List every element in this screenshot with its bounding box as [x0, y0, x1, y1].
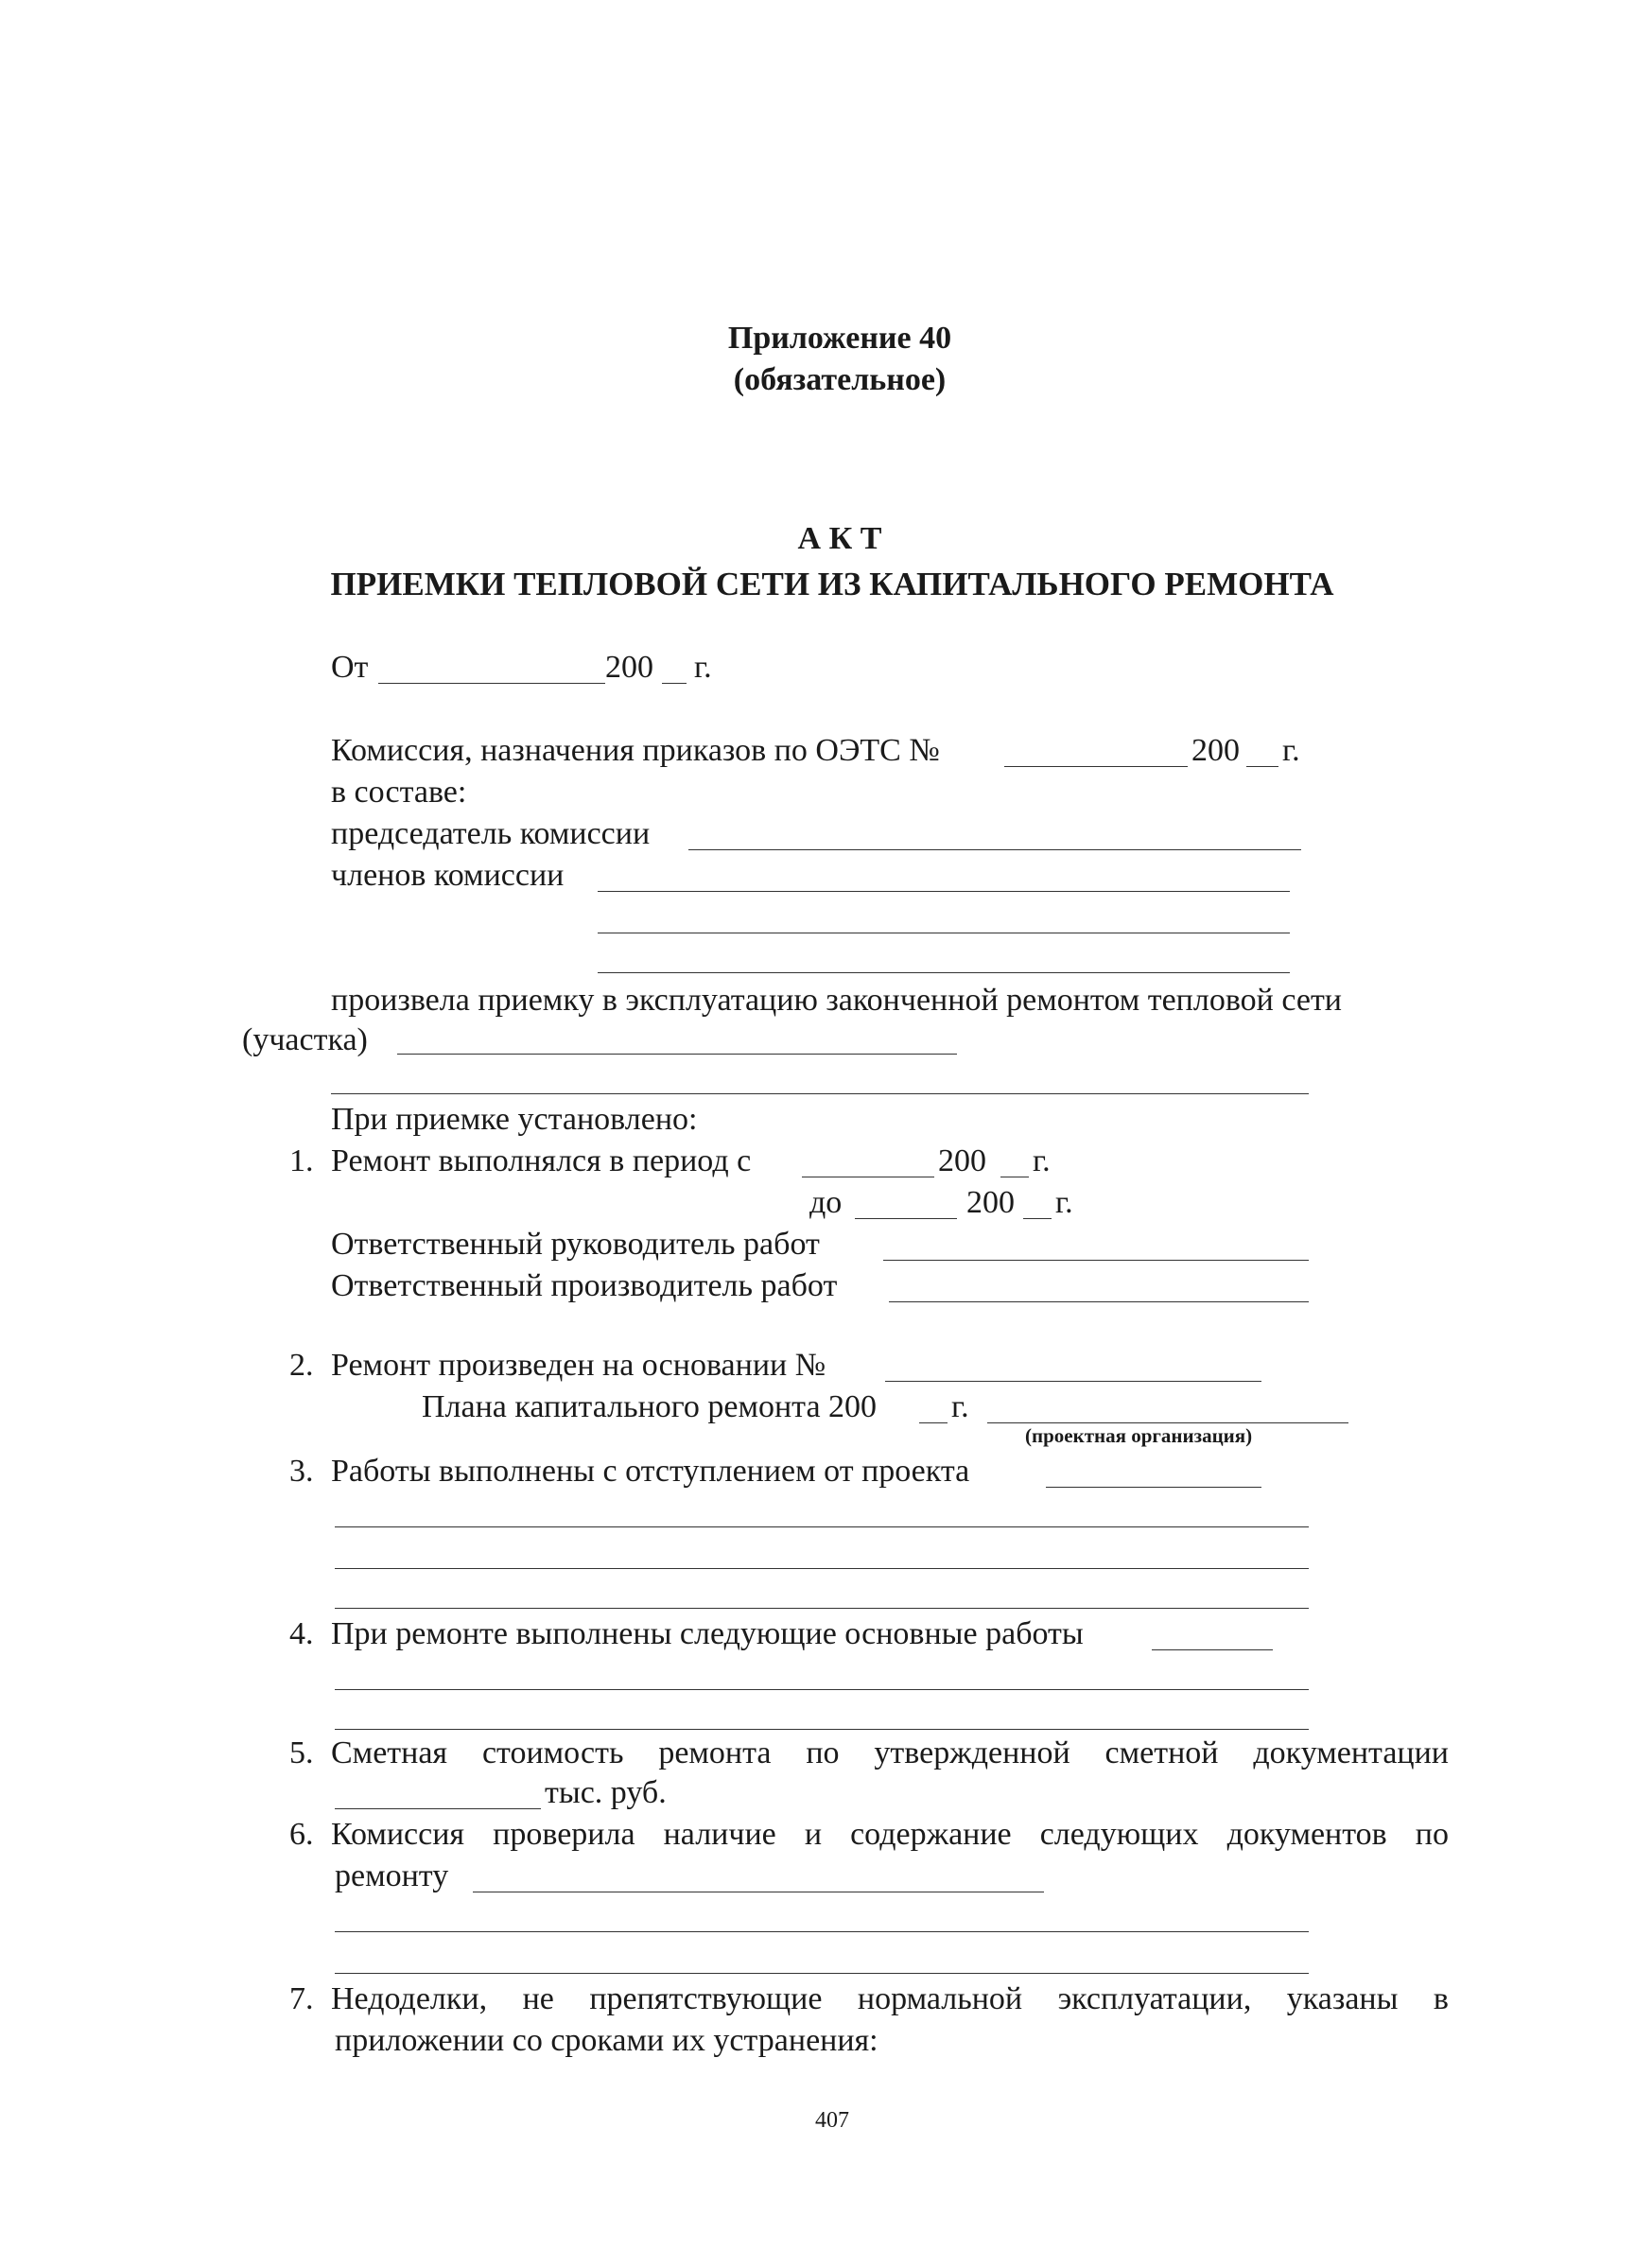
documents-label: ремонту: [335, 1858, 449, 1893]
plan-label: Плана капитального ремонта 200: [422, 1389, 878, 1424]
period-start-year: 200: [938, 1143, 986, 1178]
item-7-line-2: приложении со сроками их устранения:: [335, 2023, 878, 2058]
item-6-number: 6.: [289, 1817, 314, 1852]
item-3-text: Работы выполнены с отступлением от проекта: [331, 1454, 970, 1489]
date-year-blank: [662, 683, 687, 684]
item-3-number: 3.: [289, 1454, 314, 1489]
chairman-label: председатель комиссии: [331, 816, 651, 851]
manager-blank: [883, 1260, 1309, 1261]
period-end-year: 200: [966, 1185, 1015, 1220]
cost-unit: тыс. руб.: [545, 1775, 667, 1810]
period-end-label: до: [809, 1185, 843, 1220]
page-number: 407: [815, 2108, 849, 2133]
manager-label: Ответственный руководитель работ: [331, 1227, 820, 1262]
producer-blank: [889, 1301, 1309, 1302]
documents-blank-3: [335, 1973, 1309, 1974]
plan-year-blank: [919, 1422, 948, 1423]
item-1-number: 1.: [289, 1143, 314, 1178]
appendix-title: Приложение 40: [727, 321, 952, 356]
order-year-blank: [1246, 766, 1278, 767]
chairman-blank: [688, 849, 1301, 850]
order-number-blank: [1004, 766, 1188, 767]
acceptance-text: произвела приемку в эксплуатацию законченной ремонтом тепловой сети: [331, 983, 1342, 1018]
commission-order-text: Комиссия, назначения приказов по ОЭТС №: [331, 733, 940, 768]
composition-label: в составе:: [331, 775, 467, 810]
producer-label: Ответственный производитель работ: [331, 1268, 838, 1303]
act-title: А К Т: [797, 521, 882, 556]
date-blank: [378, 683, 605, 684]
member-blank-1: [598, 891, 1290, 892]
deviation-blank-4: [335, 1608, 1309, 1609]
organization-caption: (проектная организация): [1025, 1424, 1253, 1447]
item-4-text: При ремонте выполнены следующие основные работы: [331, 1616, 1084, 1651]
basis-number-blank: [885, 1381, 1261, 1382]
members-label: членов комиссии: [331, 858, 565, 893]
appendix-subtitle: (обязательное): [733, 362, 947, 397]
section-blank: [397, 1054, 957, 1055]
works-blank: [1152, 1649, 1273, 1650]
order-year: 200: [1191, 733, 1240, 768]
section-label: (участка): [242, 1022, 368, 1057]
documents-blank-2: [335, 1931, 1309, 1932]
works-blank-2: [335, 1689, 1309, 1690]
period-end-blank: [855, 1218, 957, 1219]
act-subtitle: ПРИЕМКИ ТЕПЛОВОЙ СЕТИ ИЗ КАПИТАЛЬНОГО РЕМОНТА: [330, 566, 1334, 602]
date-year: 200: [605, 650, 653, 685]
deviation-blank-2: [335, 1526, 1309, 1527]
item-2-text: Ремонт произведен на основании №: [331, 1348, 826, 1383]
item-7-number: 7.: [289, 1981, 314, 2016]
deviation-blank-3: [335, 1568, 1309, 1569]
period-end-year-blank: [1023, 1218, 1052, 1219]
item-4-number: 4.: [289, 1616, 314, 1651]
cost-blank: [335, 1808, 541, 1809]
period-end-suffix: г.: [1055, 1185, 1073, 1220]
item-7-text: Недоделки, не препятствующие нормальной эксплуатации, указаны в: [331, 1981, 1449, 2016]
section-blank-2: [331, 1093, 1309, 1094]
item-6-text: Комиссия проверила наличие и содержание следующих документов по: [331, 1817, 1449, 1852]
organization-blank: [987, 1422, 1348, 1423]
item-2-number: 2.: [289, 1348, 314, 1383]
works-blank-3: [335, 1729, 1309, 1730]
period-start-suffix: г.: [1033, 1143, 1051, 1178]
plan-suffix: г.: [951, 1389, 969, 1424]
established-label: При приемке установлено:: [331, 1102, 698, 1137]
item-5-number: 5.: [289, 1735, 314, 1770]
member-blank-3: [598, 972, 1290, 973]
order-suffix: г.: [1282, 733, 1300, 768]
date-prefix: От: [331, 650, 369, 685]
deviation-blank: [1046, 1487, 1261, 1488]
item-5-text: Сметная стоимость ремонта по утвержденной сметной документации: [331, 1735, 1449, 1770]
item-1-text: Ремонт выполнялся в период с: [331, 1143, 752, 1178]
date-suffix: г.: [694, 650, 712, 685]
